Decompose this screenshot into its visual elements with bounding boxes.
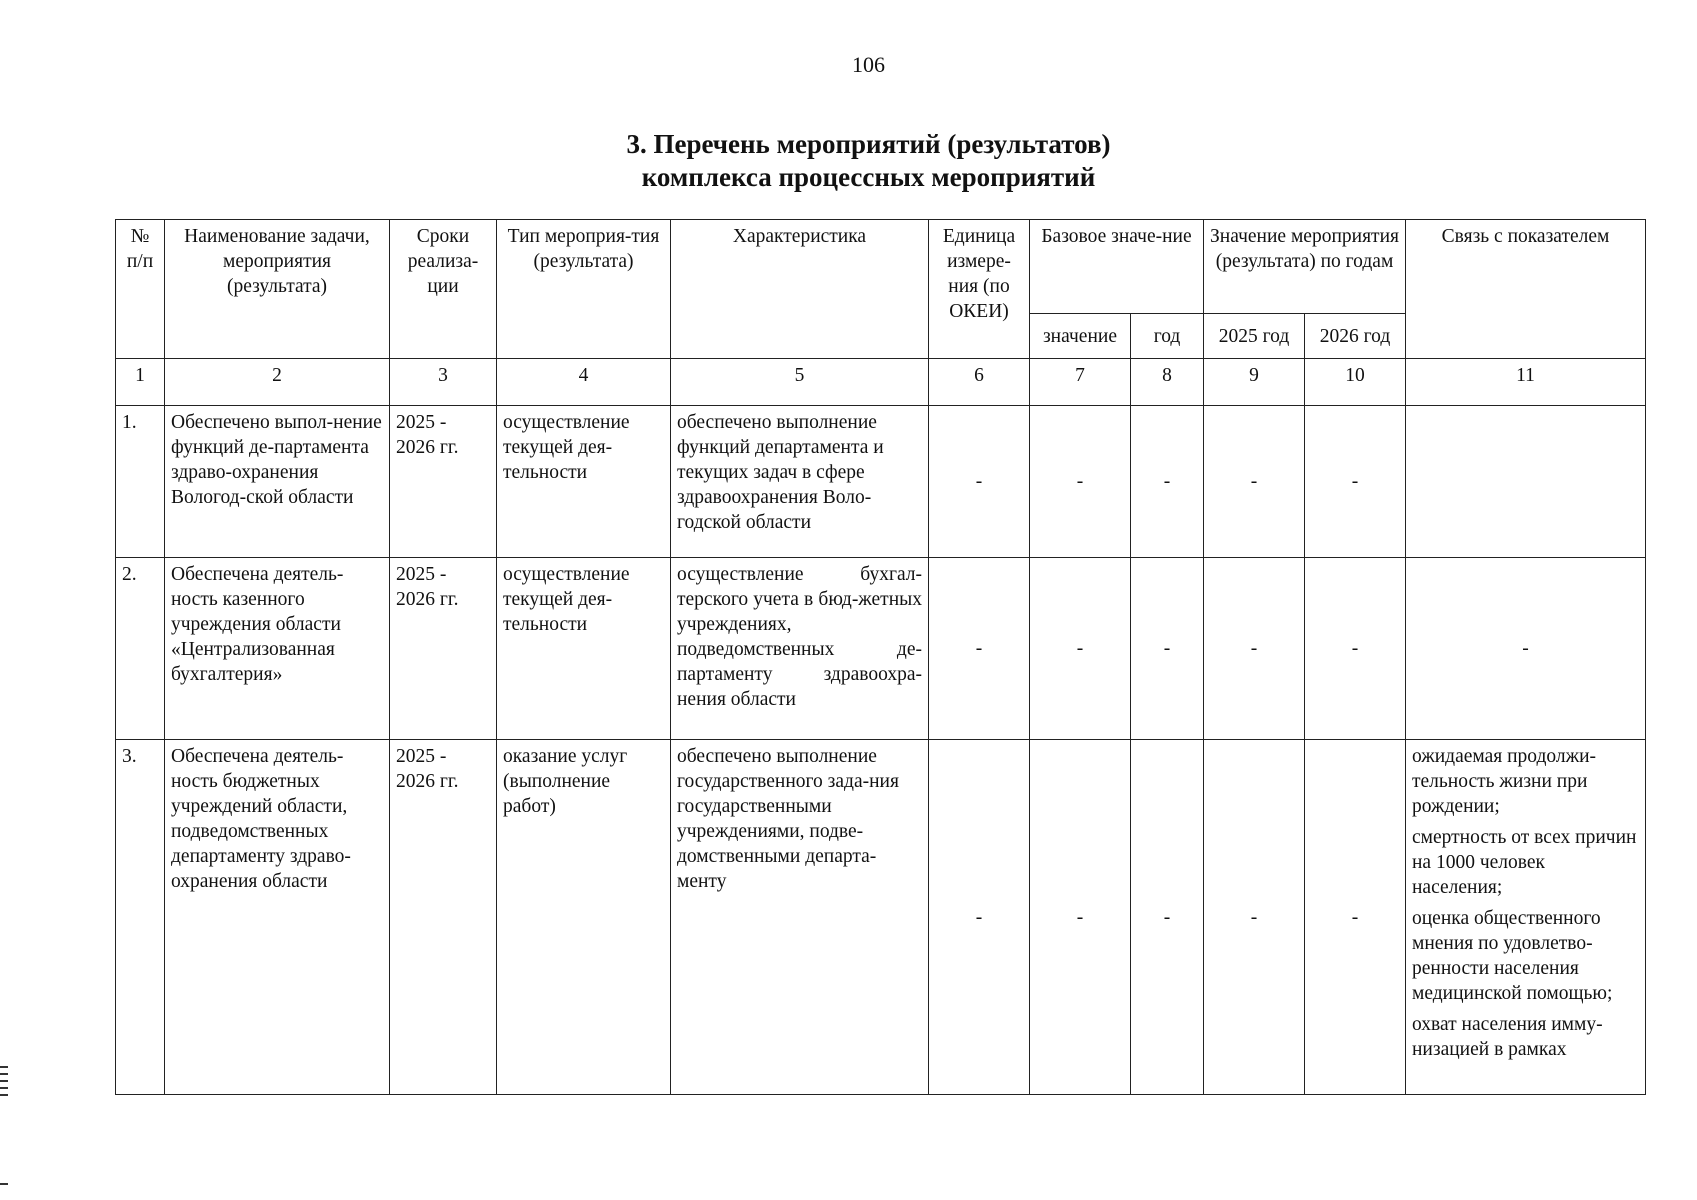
linked-indicator: охват населения имму-низацией в рамках: [1412, 1014, 1603, 1060]
row-number: 2.: [116, 558, 165, 740]
row-name: Обеспечена деятель-ность казенного учреждения области «Централизованная бухгалтерия»: [165, 558, 390, 740]
row-base-year: -: [1131, 558, 1204, 740]
row-type: осуществление текущей дея-тельности: [497, 406, 671, 558]
column-number: 2: [165, 359, 390, 406]
row-type: оказание услуг (выполнение работ): [497, 740, 671, 1095]
page-number: 106: [852, 52, 885, 77]
column-number: 1: [116, 359, 165, 406]
row-number: 1.: [116, 406, 165, 558]
header-no: № п/п: [116, 220, 165, 359]
row-link: [1406, 740, 1646, 1095]
section-title: [0, 128, 1697, 194]
row-value-2025: -: [1204, 558, 1305, 740]
row-base-year: -: [1131, 406, 1204, 558]
row-unit: -: [929, 406, 1030, 558]
row-link: -: [1406, 558, 1646, 740]
binding-mark: [0, 1183, 8, 1185]
events-table: [115, 219, 1646, 1095]
row-base-value: -: [1030, 558, 1131, 740]
header-terms: Сроки реализа-ции: [390, 220, 497, 359]
column-numbers-row: [116, 359, 1646, 406]
header-base-value: значение: [1030, 314, 1131, 359]
linked-indicator: ожидаемая продолжи-тельность жизни при рождении;: [1412, 746, 1597, 817]
row-name: Обеспечено выпол-нение функций де-партамента здраво-охранения Вологод-ской области: [165, 406, 390, 558]
column-number: 8: [1131, 359, 1204, 406]
header-by-years: Значение мероприятия (результата) по годам: [1204, 220, 1406, 314]
header-characteristic: Характеристика: [671, 220, 929, 359]
row-base-value: -: [1030, 406, 1131, 558]
row-terms: 2025 - 2026 гг.: [390, 740, 497, 1095]
linked-indicator: оценка общественного мнения по удовлетво-ренности населения медицинской помощью;: [1412, 908, 1613, 1004]
header-base-year: год: [1131, 314, 1204, 359]
header-link: Связь с показателем: [1406, 220, 1646, 359]
header-year-2026: 2026 год: [1305, 314, 1406, 359]
row-link: [1406, 406, 1646, 558]
row-number: 3.: [116, 740, 165, 1095]
row-name: Обеспечена деятель-ность бюджетных учреждений области, подведомственных департаменту здраво-охранения области: [165, 740, 390, 1095]
row-value-2026: -: [1305, 740, 1406, 1095]
section-title-line-1: 3. Перечень мероприятий (результатов): [626, 129, 1111, 159]
column-number: 9: [1204, 359, 1305, 406]
binding-mark: [0, 1066, 8, 1096]
table-row: [116, 740, 1646, 1095]
column-number: 7: [1030, 359, 1131, 406]
linked-indicator: смертность от всех причин на 1000 человек населения;: [1412, 827, 1637, 898]
header-base: Базовое значе-ние: [1030, 220, 1204, 314]
header-year-2025: 2025 год: [1204, 314, 1305, 359]
row-characteristic: обеспечено выполнение функций департамента и текущих задач в сфере здравоохранения Воло-годской области: [671, 406, 929, 558]
row-value-2026: -: [1305, 406, 1406, 558]
row-terms: 2025 - 2026 гг.: [390, 406, 497, 558]
column-number: 3: [390, 359, 497, 406]
row-terms: 2025 - 2026 гг.: [390, 558, 497, 740]
column-number: 5: [671, 359, 929, 406]
row-base-year: -: [1131, 740, 1204, 1095]
header-unit: Единица измере-ния (по ОКЕИ): [929, 220, 1030, 359]
header-row-1: [116, 220, 1646, 314]
column-number: 6: [929, 359, 1030, 406]
row-base-value: -: [1030, 740, 1131, 1095]
header-type: Тип мероприя-тия (результата): [497, 220, 671, 359]
row-characteristic: осуществление бухгал-терского учета в бюд-жетных учреждениях, подведомственных де-партаменту здравоохра-нения области: [671, 558, 929, 740]
section-title-line-2: комплекса процессных мероприятий: [641, 162, 1096, 192]
row-unit: -: [929, 740, 1030, 1095]
table-row: [116, 406, 1646, 558]
row-characteristic: обеспечено выполнение государственного зада-ния государственными учреждениями, подве-домственными департа-менту: [671, 740, 929, 1095]
row-value-2025: -: [1204, 740, 1305, 1095]
row-value-2026: -: [1305, 558, 1406, 740]
table-row: [116, 558, 1646, 740]
row-type: осуществление текущей дея-тельности: [497, 558, 671, 740]
column-number: 11: [1406, 359, 1646, 406]
row-value-2025: -: [1204, 406, 1305, 558]
column-number: 10: [1305, 359, 1406, 406]
header-name: Наименование задачи, мероприятия (результата): [165, 220, 390, 359]
row-unit: -: [929, 558, 1030, 740]
column-number: 4: [497, 359, 671, 406]
